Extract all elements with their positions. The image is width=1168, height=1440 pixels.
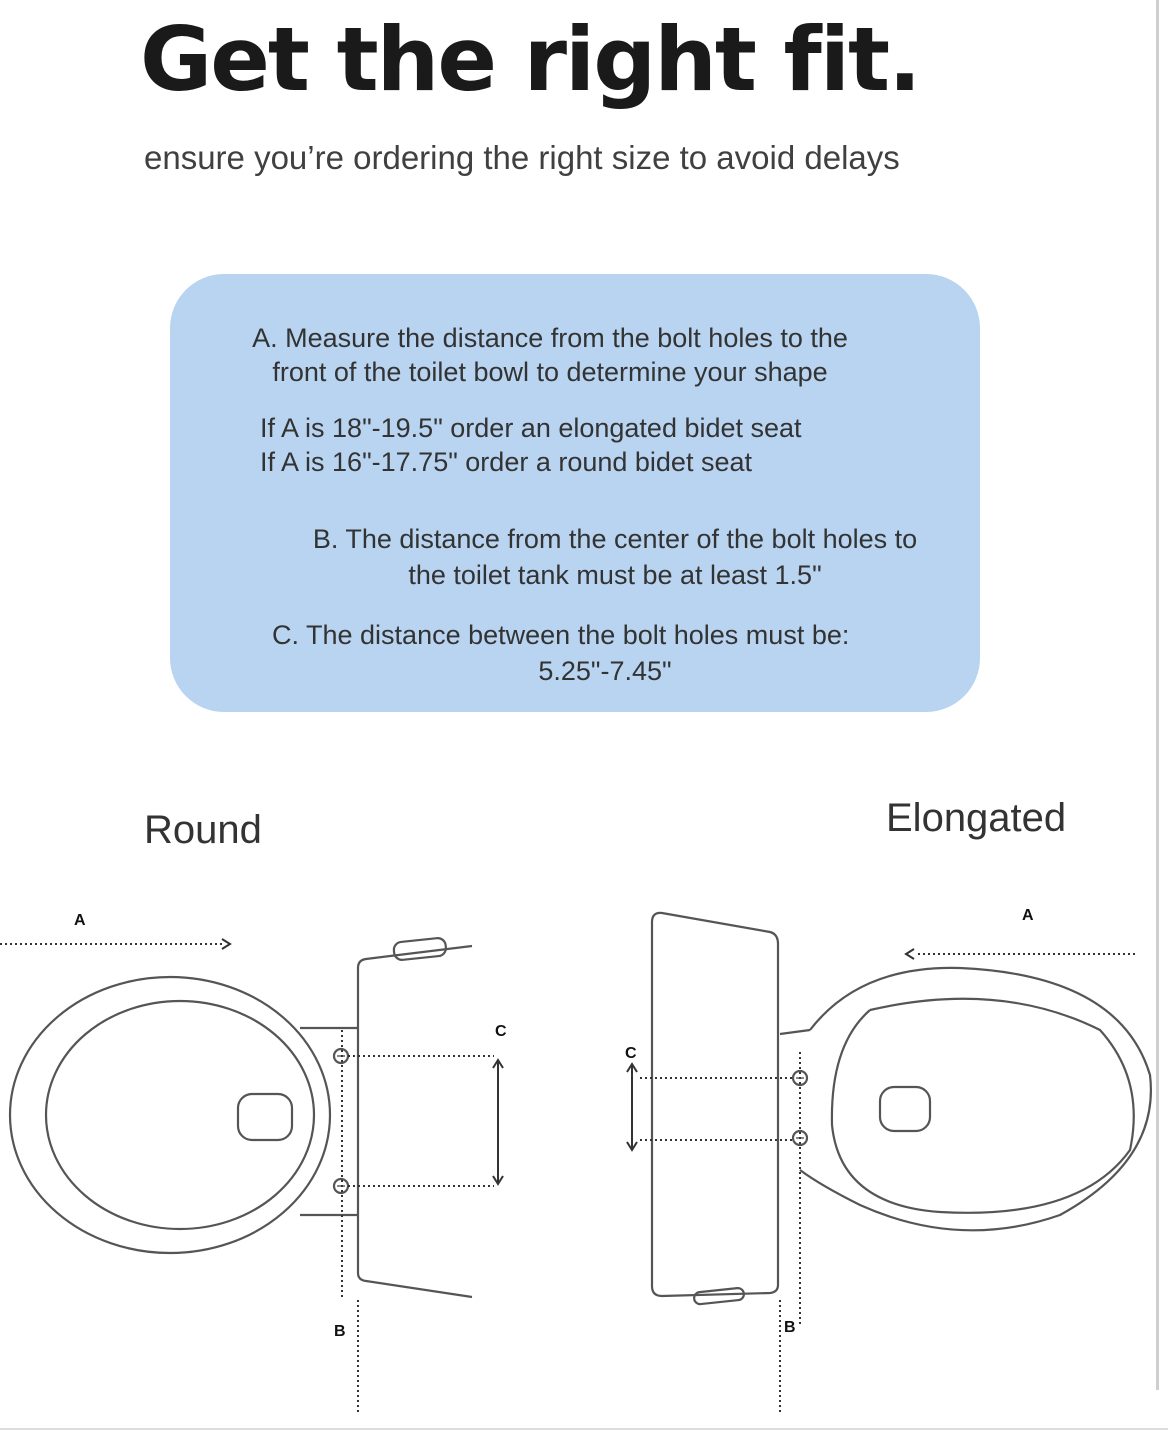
round-bowl-outer bbox=[10, 977, 330, 1253]
elongated-bowl-outer bbox=[800, 968, 1151, 1230]
elongated-toilet-diagram bbox=[652, 913, 1151, 1305]
elongated-dimension-lines bbox=[640, 954, 1138, 1415]
instruction-a-line2: front of the toilet bowl to determine your shape bbox=[272, 357, 828, 387]
instruction-b-line2: the toilet tank must be at least 1.5" bbox=[408, 560, 822, 590]
round-label: Round bbox=[144, 808, 262, 852]
instructions-box bbox=[170, 274, 980, 712]
round-a-marker: A bbox=[74, 912, 86, 929]
round-b-marker: B bbox=[334, 1323, 346, 1340]
round-arrows bbox=[222, 939, 503, 1184]
instruction-b-line1: B. The distance from the center of the bolt holes to bbox=[312, 524, 918, 554]
elongated-arrows bbox=[627, 949, 914, 1150]
round-dimension-lines bbox=[0, 944, 494, 1415]
elongated-tank-handle bbox=[694, 1288, 745, 1305]
round-c-marker: C bbox=[495, 1023, 507, 1040]
round-toilet-diagram bbox=[10, 937, 472, 1297]
page-bottom-edge bbox=[0, 1428, 1168, 1430]
instruction-a-line1: A. Measure the distance from the bolt holes to the bbox=[252, 323, 848, 353]
elongated-seat-hinge-icon bbox=[880, 1087, 930, 1131]
toilet-measurement-diagram bbox=[0, 880, 1168, 1428]
elongated-c-marker: C bbox=[625, 1045, 637, 1062]
page-title: Get the right fit. bbox=[140, 8, 920, 111]
round-bowl-inner bbox=[46, 1001, 314, 1229]
page-subtitle: ensure you’re ordering the right size to avoid delays bbox=[144, 139, 900, 176]
round-tank bbox=[358, 946, 472, 1297]
instruction-round-rule: If A is 16"-17.75" order a round bidet seat bbox=[260, 447, 752, 477]
instruction-elongated-rule: If A is 18"-19.5" order an elongated bidet seat bbox=[260, 413, 802, 443]
instruction-c-line2: 5.25"-7.45" bbox=[538, 656, 672, 686]
round-seat-hinge-icon bbox=[238, 1094, 292, 1140]
elongated-bowl-inner bbox=[832, 999, 1134, 1213]
instruction-c-line1: C. The distance between the bolt holes must be: bbox=[272, 620, 850, 650]
elongated-a-marker: A bbox=[1022, 907, 1034, 924]
elongated-b-marker: B bbox=[784, 1319, 796, 1336]
elongated-label: Elongated bbox=[886, 796, 1067, 840]
elongated-tank bbox=[652, 913, 778, 1296]
